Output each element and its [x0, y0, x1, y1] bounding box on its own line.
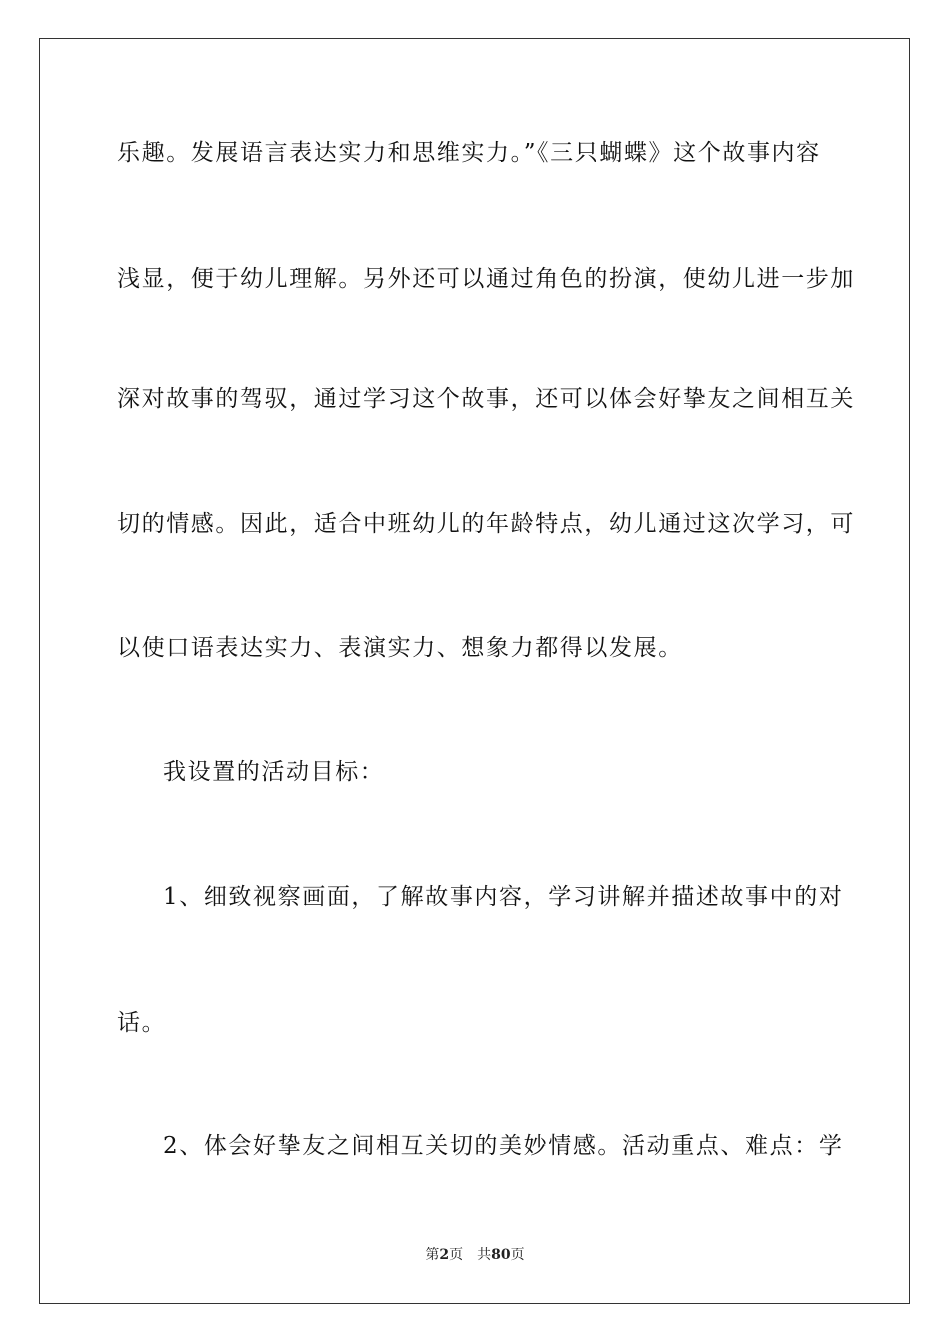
page-frame — [39, 38, 910, 1304]
goal-item-1: 1、细致视察画面，了解故事内容，学习讲解并描述故事中的对 — [163, 884, 844, 910]
total-prefix: 共 — [477, 1247, 492, 1263]
page-prefix: 第 — [425, 1247, 440, 1263]
goal-item-1-continuation: 话。 — [117, 1010, 167, 1036]
body-text-line: 深对故事的驾驭，通过学习这个故事，还可以体会好挚友之间相互关 — [117, 386, 855, 412]
body-text-line: 以使口语表达实力、表演实力、想象力都得以发展。 — [117, 635, 683, 661]
goal-item-2: 2、体会好挚友之间相互关切的美妙情感。活动重点、难点：学 — [163, 1133, 844, 1159]
page-suffix: 页 — [449, 1247, 464, 1263]
total-pages: 80 — [491, 1247, 511, 1263]
section-heading: 我设置的活动目标： — [163, 759, 385, 785]
body-text-line: 乐趣。发展语言表达实力和思维实力。”《三只蝴蝶》这个故事内容 — [117, 140, 821, 166]
page-footer — [0, 1245, 950, 1265]
total-suffix: 页 — [510, 1247, 525, 1263]
body-text-line: 浅显，便于幼儿理解。另外还可以通过角色的扮演，使幼儿进一步加 — [117, 266, 855, 292]
page-number: 2 — [439, 1247, 450, 1263]
body-text-line: 切的情感。因此，适合中班幼儿的年龄特点，幼儿通过这次学习，可 — [117, 511, 855, 537]
